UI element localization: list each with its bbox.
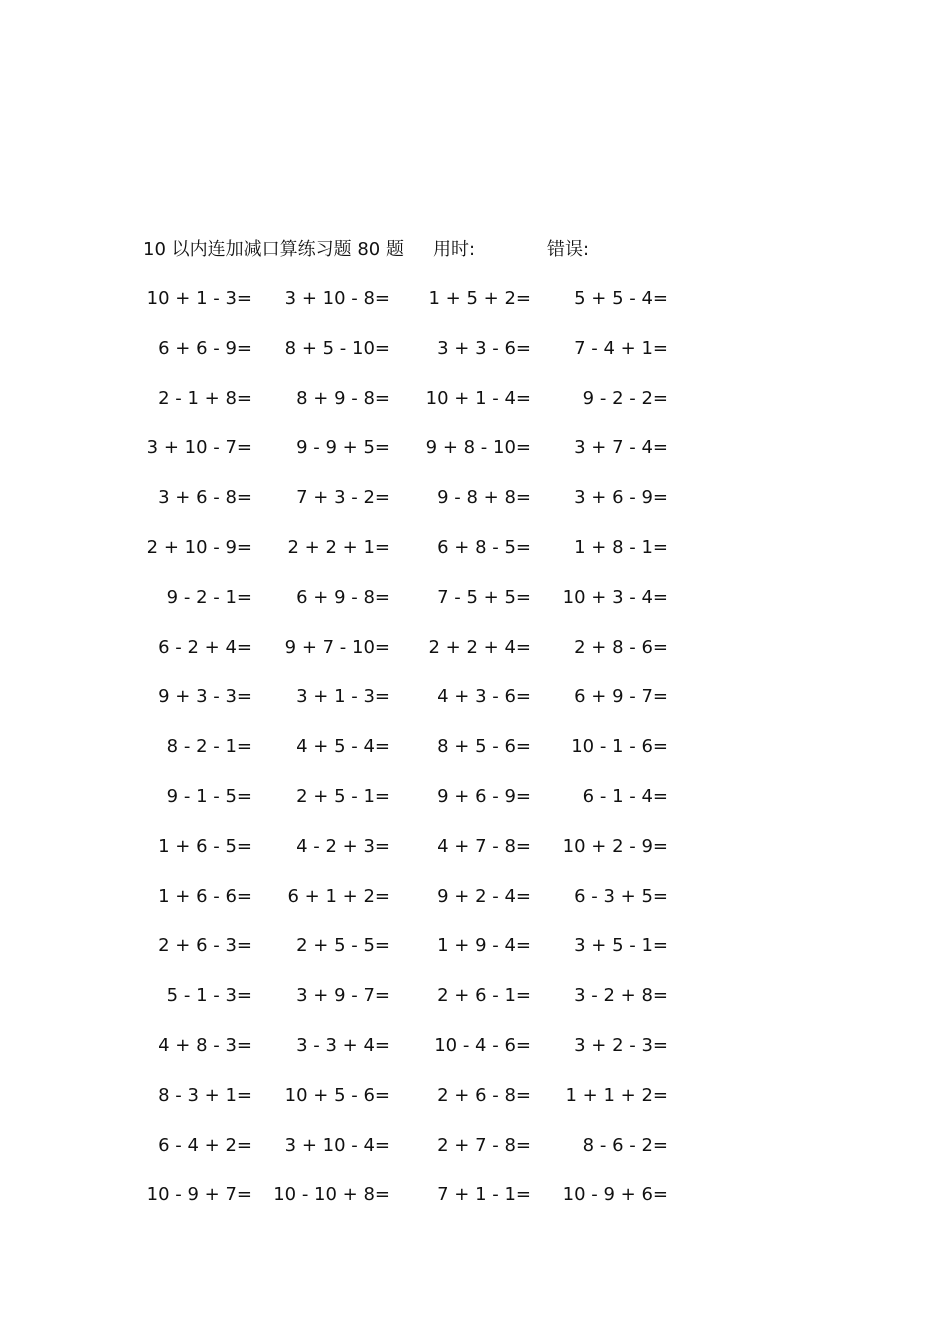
arithmetic-problem: 3 + 1 - 3= (296, 686, 390, 708)
arithmetic-problem: 6 + 6 - 9= (158, 337, 252, 359)
problem-row (0, 433, 950, 483)
arithmetic-problem: 10 + 1 - 4= (425, 387, 531, 409)
arithmetic-problem: 4 + 8 - 3= (158, 1034, 252, 1056)
arithmetic-problem: 3 + 10 - 8= (284, 288, 390, 309)
arithmetic-problem: 6 - 1 - 4= (582, 785, 668, 807)
arithmetic-problem: 2 + 5 - 5= (296, 935, 390, 957)
arithmetic-problem: 1 + 6 - 6= (158, 885, 252, 907)
worksheet-title: 10 以内连加减口算练习题 80 题 (143, 239, 404, 260)
arithmetic-problem: 10 - 4 - 6= (434, 1034, 531, 1056)
arithmetic-problem: 10 - 1 - 6= (571, 736, 668, 758)
arithmetic-problem: 3 + 5 - 1= (574, 935, 668, 957)
arithmetic-problem: 6 + 8 - 5= (437, 536, 531, 558)
arithmetic-problem: 10 + 3 - 4= (562, 586, 668, 608)
arithmetic-problem: 1 + 9 - 4= (437, 935, 531, 957)
problem-row (0, 931, 950, 981)
arithmetic-problem: 3 + 3 - 6= (437, 337, 531, 359)
problem-row (0, 882, 950, 932)
problem-row (0, 483, 950, 533)
problem-row (0, 1031, 950, 1081)
arithmetic-problem: 3 - 2 + 8= (574, 985, 668, 1007)
problem-row (0, 682, 950, 732)
problem-row (0, 1180, 950, 1230)
problem-row (0, 782, 950, 832)
arithmetic-problem: 6 + 9 - 8= (296, 586, 390, 608)
arithmetic-problem: 9 + 2 - 4= (437, 885, 531, 907)
arithmetic-problem: 2 + 6 - 3= (158, 935, 252, 957)
arithmetic-problem: 3 + 10 - 4= (284, 1134, 390, 1156)
arithmetic-problem: 3 + 2 - 3= (574, 1034, 668, 1056)
arithmetic-problem: 9 - 1 - 5= (166, 785, 252, 807)
arithmetic-problem: 10 + 5 - 6= (284, 1084, 390, 1106)
arithmetic-problem: 3 + 9 - 7= (296, 985, 390, 1007)
arithmetic-problem: 2 + 2 + 4= (428, 636, 531, 658)
arithmetic-problem: 2 + 6 - 8= (437, 1084, 531, 1106)
arithmetic-problem: 6 - 2 + 4= (158, 636, 252, 658)
arithmetic-problem: 10 - 9 + 6= (562, 1184, 668, 1206)
problem-row (0, 732, 950, 782)
errors-label: 错误: (547, 239, 590, 260)
arithmetic-problem: 5 - 1 - 3= (166, 985, 252, 1007)
arithmetic-problem: 6 - 3 + 5= (574, 885, 668, 907)
arithmetic-problem: 8 - 6 - 2= (582, 1134, 668, 1156)
arithmetic-problem: 7 + 1 - 1= (437, 1184, 531, 1206)
arithmetic-problem: 3 + 10 - 7= (146, 437, 252, 459)
arithmetic-problem: 6 + 9 - 7= (574, 686, 668, 708)
arithmetic-problem: 9 - 9 + 5= (296, 437, 390, 459)
problem-row (0, 1081, 950, 1131)
arithmetic-problem: 2 + 8 - 6= (574, 636, 668, 658)
arithmetic-problem: 4 - 2 + 3= (296, 835, 390, 857)
problem-row (0, 1131, 950, 1181)
arithmetic-problem: 4 + 3 - 6= (437, 686, 531, 708)
problem-row (0, 334, 950, 384)
arithmetic-problem: 10 + 1 - 3= (146, 288, 252, 309)
arithmetic-problem: 6 - 4 + 2= (158, 1134, 252, 1156)
arithmetic-problem: 2 + 10 - 9= (146, 536, 252, 558)
arithmetic-problem: 2 + 6 - 1= (437, 985, 531, 1007)
arithmetic-problem: 4 + 7 - 8= (437, 835, 531, 857)
arithmetic-problem: 8 + 9 - 8= (296, 387, 390, 409)
arithmetic-problem: 3 + 7 - 4= (574, 437, 668, 459)
arithmetic-problem: 3 + 6 - 8= (158, 487, 252, 509)
arithmetic-problem: 2 + 2 + 1= (287, 536, 390, 558)
arithmetic-problem: 10 - 9 + 7= (146, 1184, 252, 1206)
problem-row (0, 284, 950, 334)
problem-row (0, 981, 950, 1031)
arithmetic-problem: 3 + 6 - 9= (574, 487, 668, 509)
arithmetic-problem: 7 - 4 + 1= (574, 337, 668, 359)
arithmetic-problem: 5 + 5 - 4= (574, 288, 668, 309)
problem-row (0, 633, 950, 683)
problem-row (0, 583, 950, 633)
arithmetic-problem: 10 + 2 - 9= (562, 835, 668, 857)
arithmetic-problem: 1 + 8 - 1= (574, 536, 668, 558)
time-label: 用时: (433, 239, 476, 260)
arithmetic-problem: 2 - 1 + 8= (158, 387, 252, 409)
arithmetic-problem: 9 + 8 - 10= (425, 437, 531, 459)
arithmetic-problem: 1 + 5 + 2= (428, 288, 531, 309)
arithmetic-problem: 3 - 3 + 4= (296, 1034, 390, 1056)
arithmetic-problem: 6 + 1 + 2= (287, 885, 390, 907)
problem-row (0, 384, 950, 434)
arithmetic-problem: 1 + 1 + 2= (565, 1084, 668, 1106)
arithmetic-problem: 8 + 5 - 6= (437, 736, 531, 758)
arithmetic-problem: 9 - 8 + 8= (437, 487, 531, 509)
arithmetic-problem: 10 - 10 + 8= (273, 1184, 390, 1206)
arithmetic-problem: 9 - 2 - 2= (582, 387, 668, 409)
arithmetic-problem: 7 - 5 + 5= (437, 586, 531, 608)
problem-row (0, 533, 950, 583)
arithmetic-problem: 8 - 3 + 1= (158, 1084, 252, 1106)
problem-row (0, 832, 950, 882)
arithmetic-problem: 1 + 6 - 5= (158, 835, 252, 857)
problem-grid (0, 284, 950, 1230)
arithmetic-problem: 7 + 3 - 2= (296, 487, 390, 509)
arithmetic-problem: 9 + 7 - 10= (284, 636, 390, 658)
arithmetic-problem: 9 + 6 - 9= (437, 785, 531, 807)
arithmetic-problem: 9 - 2 - 1= (166, 586, 252, 608)
arithmetic-problem: 8 - 2 - 1= (166, 736, 252, 758)
arithmetic-problem: 9 + 3 - 3= (158, 686, 252, 708)
arithmetic-problem: 2 + 7 - 8= (437, 1134, 531, 1156)
arithmetic-problem: 4 + 5 - 4= (296, 736, 390, 758)
arithmetic-problem: 2 + 5 - 1= (296, 785, 390, 807)
arithmetic-problem: 8 + 5 - 10= (284, 337, 390, 359)
